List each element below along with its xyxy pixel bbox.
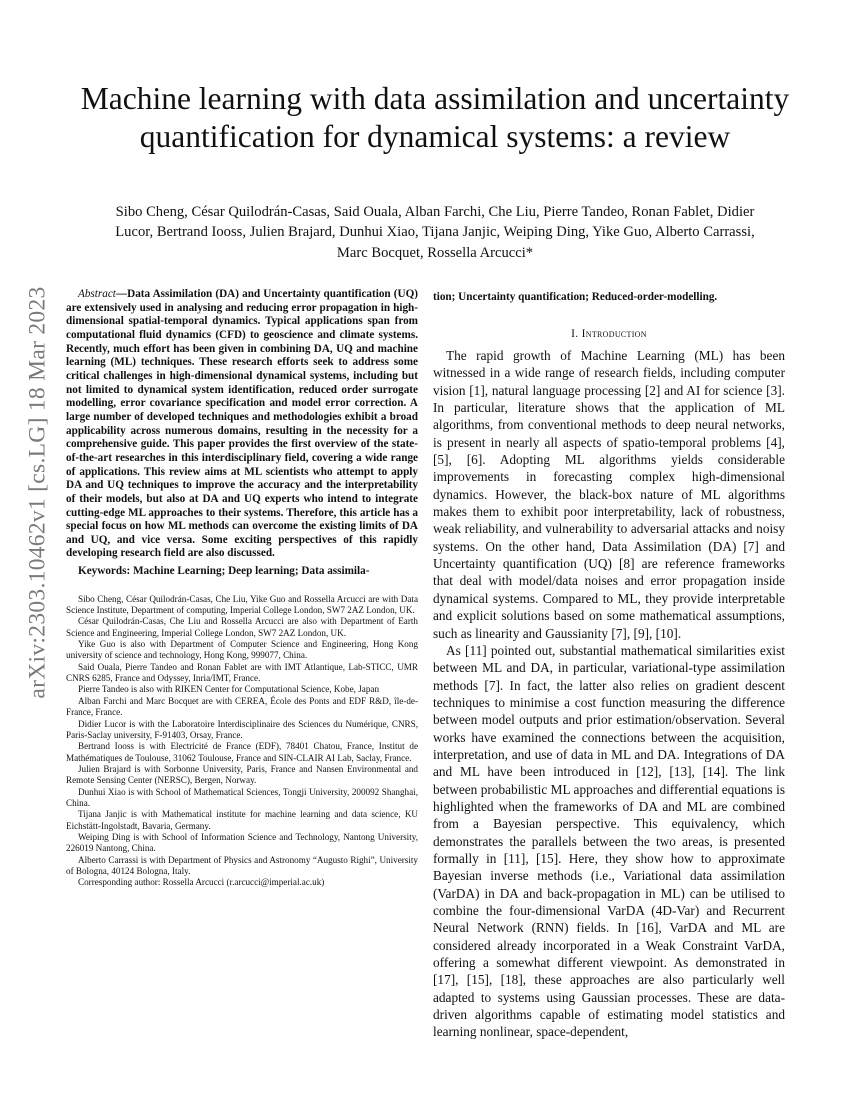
arxiv-identifier-stamp <box>18 285 58 699</box>
footnote: Dunhui Xiao is with School of Mathematical Sciences, Tongji University, 200092 Shanghai, China. <box>66 786 418 808</box>
paper-title: Machine learning with data assimilation and uncertainty quantification for dynamical systems: a review <box>80 81 790 154</box>
footnote: Yike Guo is also with Department of Computer Science and Engineering, Hong Kong university of science and technology, Hong Kong, 999077, China. <box>66 639 418 661</box>
footnote: Alberto Carrassi is with Department of Physics and Astronomy “Augusto Righi”, University of Bologna, 40124 Bologna, Italy. <box>66 854 418 876</box>
body-paragraph: The rapid growth of Machine Learning (ML) has been witnessed in a wide range of research fields, including computer vision [1], natural language processing [2] and AI for science [3]. In particular, literature shows that the application of ML algorithms, from conventional methods to deep neural networks, is present in nearly all aspects of spatio-temporal problems [4], [5], [6]. Adopting ML algorithms yields considerable improvements in forecasting complex high-dimensional dynamics. However, the black-box nature of ML algorithms makes them to exhibit poor interpretability, lack of robustness, weak reliability, and vulnerability to adversarial attacks and noisy systems. On the other hand, Data Assimilation (DA) [7] and Uncertainty quantification (UQ) [8] are reference frameworks that deal with model/data noises and error propagation inside dynamical systems. Compared to ML, they provide interpretable and explicit solutions based on some mathematical assumptions, such as linearity and Gaussianity [7], [9], [10]. <box>433 348 785 641</box>
body-paragraph: As [11] pointed out, substantial mathematical similarities exist between ML and DA, in particular, variational-type assimilation methods [7]. In fact, the latter also relies on gradient descent techniques to minimise a cost function measuring the difference between model outputs and prior estimation/observation. Several works have examined the connections between the acquisition, interpretation, and use of data in ML and DA. Integrations of DA and ML have been introduced in [12], [13], [14]. The link between probabilistic ML approaches and differential equations is highlighted when the frameworks of DA and ML are combined from a Bayesian perspective. This equivalency, which demonstrates the parallels between the two areas, is presented formally in [11], [15]. Here, they show how to approximate Bayesian inverse methods (i.e., Variational data assimilation (VarDA) in DA and back-propagation in ML) can be utilised to combine the four-dimensional VarDA (4D-Var) and Recurrent Neural Network (RNN) fields. In [16], VarDA and ML are considered already incorporated in a Weak Constraint VarDA, offering a somewhat different viewpoint. As demonstrated in [17], [15], [18], these approaches are also particularly well adapted to systems using Gaussian processes. These are data-driven algorithms capable of estimating model statistics and learning nonlinear, space-dependent, <box>433 642 785 1040</box>
left-column <box>66 288 418 889</box>
footnote: Sibo Cheng, César Quilodrán-Casas, Che Liu, Yike Guo and Rossella Arcucci are with Data Science Institute, Department of computing, Imperial College London, SW7 2AZ London, UK. <box>66 593 418 616</box>
arxiv-identifier-text: arXiv:2303.10462v1 [cs.LG] 18 Mar 2023 <box>24 285 51 699</box>
keywords-start: Keywords: Machine Learning; Deep learning; Data assimila- <box>78 565 370 578</box>
footnote: Corresponding author: Rossella Arcucci (r.arcucci@imperial.ac.uk) <box>78 877 325 888</box>
footnote: Said Ouala, Pierre Tandeo and Ronan Fablet are with IMT Atlantique, Lab-STICC, UMR CNRS 6285, France and Odyssey, Inria/IMT, France. <box>66 661 418 684</box>
abstract <box>66 288 418 561</box>
abstract-text: —Data Assimilation (DA) and Uncertainty quantification (UQ) are extensively used in analysing and reducing error propagation in high-dimensional spatial-temporal dynamics. Typical applications span from computational fluid dynamics (CFD) to geoscience and climate systems. Recently, much effort has been given in combining DA, UQ and machine learning (ML) techniques. These research efforts seek to address some critical challenges in high-dimensional dynamical systems, including but not limited to dynamical system identification, reduced order surrogate modelling, error covariance specification and model error correction. A large number of developed techniques and methodologies exhibit a broad applicability across numerous domains, resulting in the necessity for a comprehensive guide. This paper provides the first overview of the state-of-the-art researches in this interdisciplinary field, covering a wide range of applications. This review aims at ML scientists who attempt to apply DA and UQ techniques to improve the accuracy and the interpretability of their models, but also at DA and UQ experts who intend to integrate cutting-edge ML approaches to their systems. Therefore, this article has a special focus on how ML methods can overcome the existing limits of DA and UQ, and vice versa. Some exciting perspectives of this rapidly developing research field are also discussed. <box>66 288 418 560</box>
footnote: Alban Farchi and Marc Bocquet are with CEREA, École des Ponts and EDF R&D, île-de-France, France. <box>66 695 418 718</box>
footnote: Didier Lucor is with the Laboratoire Interdisciplinaire des Sciences du Numérique, CNRS, Paris-Saclay university, F-91403, Orsay, France. <box>66 718 418 740</box>
footnote: Weiping Ding is with School of Information Science and Technology, Nantong University, 226019 Nantong, China. <box>66 831 418 854</box>
author-affiliation-footnotes <box>66 594 418 889</box>
footnote: Tijana Janjic is with Mathematical institute for machine learning and data science, KU Eichstätt-Ingolstadt, Bavaria, Germany. <box>66 809 418 831</box>
author-list: Sibo Cheng, César Quilodrán-Casas, Said Ouala, Alban Farchi, Che Liu, Pierre Tandeo, Ronan Fablet, Didier Lucor, Bertrand Iooss, Julien Brajard, Dunhui Xiao, Tijana Janjic, Weiping Ding, Yike Guo, Alberto Carrassi, Marc Bocquet, Rossella Arcucci* <box>115 204 755 261</box>
footnote: Julien Brajard is with Sorbonne University, Paris, France and Nansen Environmental and Remote Sensing Center (NERSC), Bergen, Norway. <box>66 763 418 786</box>
right-column <box>433 288 785 1041</box>
abstract-label: Abstract <box>78 288 116 300</box>
footnote: Pierre Tandeo is also with RIKEN Center for Computational Science, Kobe, Japan <box>78 684 380 695</box>
footnote: César Quilodrán-Casas, Che Liu and Rossella Arcucci are also with Department of Earth Science and Engineering, Imperial College London, SW7 2AZ London, UK. <box>66 616 418 638</box>
keywords-continued: tion; Uncertainty quantification; Reduced-order-modelling. <box>433 291 718 303</box>
section-heading-introduction: I. Introduction <box>571 328 647 340</box>
footnote: Bertrand Iooss is with Electricité de France (EDF), 78401 Chatou, France, Institut de Mathématiques de Toulouse, 31062 Toulouse, France and SIN-CLAIR AI Lab, Saclay, France. <box>66 741 418 763</box>
